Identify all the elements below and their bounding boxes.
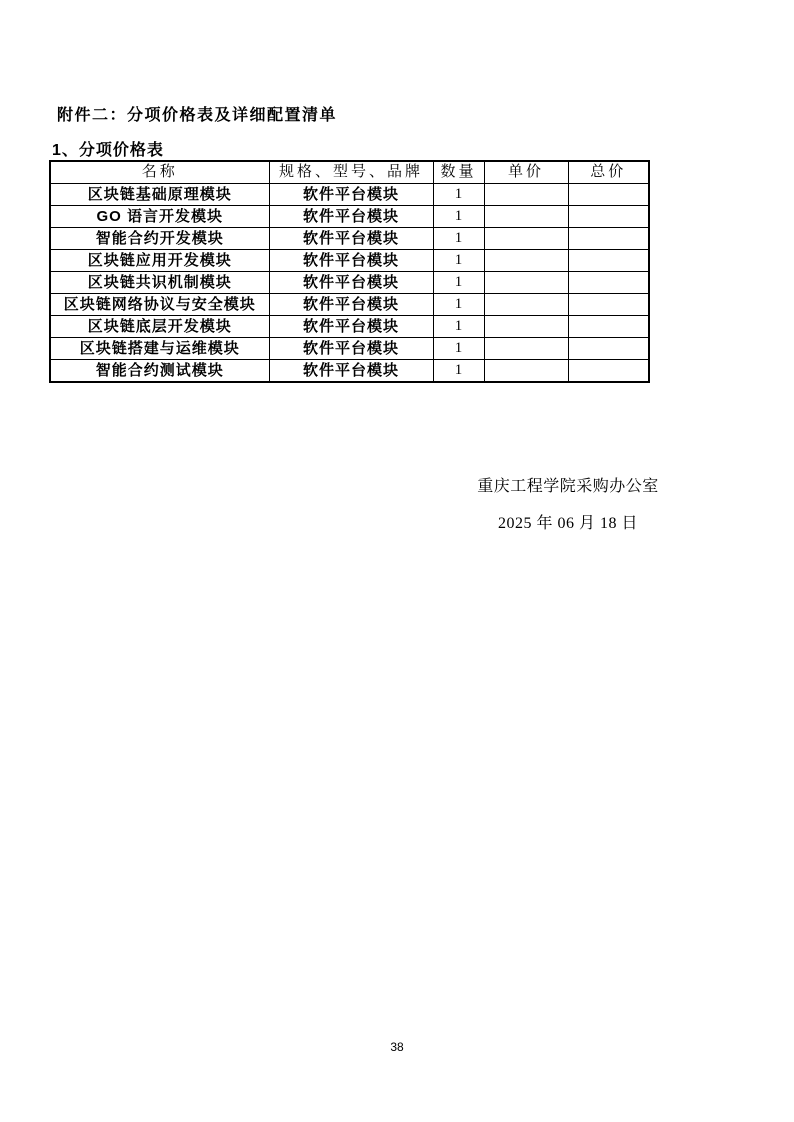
cell-spec: 软件平台模块: [269, 272, 433, 294]
table-row: [50, 316, 649, 338]
cell-name: 区块链底层开发模块: [50, 316, 269, 338]
cell-quantity: 1: [433, 250, 484, 272]
cell-name: 智能合约开发模块: [50, 228, 269, 250]
cell-spec: 软件平台模块: [269, 360, 433, 383]
page-number: 38: [390, 1040, 404, 1054]
cell-total-price: [568, 360, 649, 383]
cell-quantity: 1: [433, 338, 484, 360]
table-header-row: [50, 161, 649, 184]
cell-spec: 软件平台模块: [269, 184, 433, 206]
cell-name: 智能合约测试模块: [50, 360, 269, 383]
cell-name: 区块链基础原理模块: [50, 184, 269, 206]
cell-quantity: 1: [433, 228, 484, 250]
cell-name: 区块链网络协议与安全模块: [50, 294, 269, 316]
signature-date: 2025 年 06 月 18 日: [497, 515, 638, 532]
table-row: [50, 294, 649, 316]
cell-quantity: 1: [433, 272, 484, 294]
cell-name: 区块链搭建与运维模块: [50, 338, 269, 360]
table-row: [50, 228, 649, 250]
cell-quantity: 1: [433, 206, 484, 228]
column-header-unit-price: 单价: [484, 161, 568, 184]
cell-total-price: [568, 228, 649, 250]
table-row: [50, 184, 649, 206]
cell-quantity: 1: [433, 360, 484, 383]
table-row: [50, 338, 649, 360]
cell-total-price: [568, 294, 649, 316]
cell-total-price: [568, 338, 649, 360]
cell-total-price: [568, 184, 649, 206]
cell-spec: 软件平台模块: [269, 294, 433, 316]
cell-name: 区块链共识机制模块: [50, 272, 269, 294]
cell-spec: 软件平台模块: [269, 206, 433, 228]
attachment-title: 附件二：分项价格表及详细配置清单: [57, 107, 338, 124]
cell-spec: 软件平台模块: [269, 338, 433, 360]
cell-unit-price: [484, 360, 568, 383]
cell-total-price: [568, 206, 649, 228]
section-title: 1、分项价格表: [52, 142, 164, 159]
cell-spec: 软件平台模块: [269, 228, 433, 250]
cell-name: GO 语言开发模块: [50, 206, 269, 228]
table-row: [50, 250, 649, 272]
cell-unit-price: [484, 294, 568, 316]
price-table-body: [50, 184, 649, 383]
cell-total-price: [568, 250, 649, 272]
cell-name: 区块链应用开发模块: [50, 250, 269, 272]
column-header-total-price: 总价: [568, 161, 649, 184]
cell-unit-price: [484, 228, 568, 250]
cell-unit-price: [484, 316, 568, 338]
price-table: [49, 160, 650, 383]
column-header-name: 名称: [50, 161, 269, 184]
cell-unit-price: [484, 338, 568, 360]
cell-quantity: 1: [433, 316, 484, 338]
cell-quantity: 1: [433, 294, 484, 316]
column-header-spec: 规格、型号、品牌: [269, 161, 433, 184]
cell-unit-price: [484, 272, 568, 294]
cell-unit-price: [484, 250, 568, 272]
cell-unit-price: [484, 206, 568, 228]
cell-unit-price: [484, 184, 568, 206]
table-row: [50, 272, 649, 294]
table-row: [50, 206, 649, 228]
cell-quantity: 1: [433, 184, 484, 206]
cell-total-price: [568, 316, 649, 338]
signature-block: [418, 473, 718, 533]
cell-total-price: [568, 272, 649, 294]
signature-org: 重庆工程学院采购办公室: [477, 478, 659, 495]
cell-spec: 软件平台模块: [269, 250, 433, 272]
column-header-quantity: 数量: [433, 161, 484, 184]
table-row: [50, 360, 649, 383]
cell-spec: 软件平台模块: [269, 316, 433, 338]
